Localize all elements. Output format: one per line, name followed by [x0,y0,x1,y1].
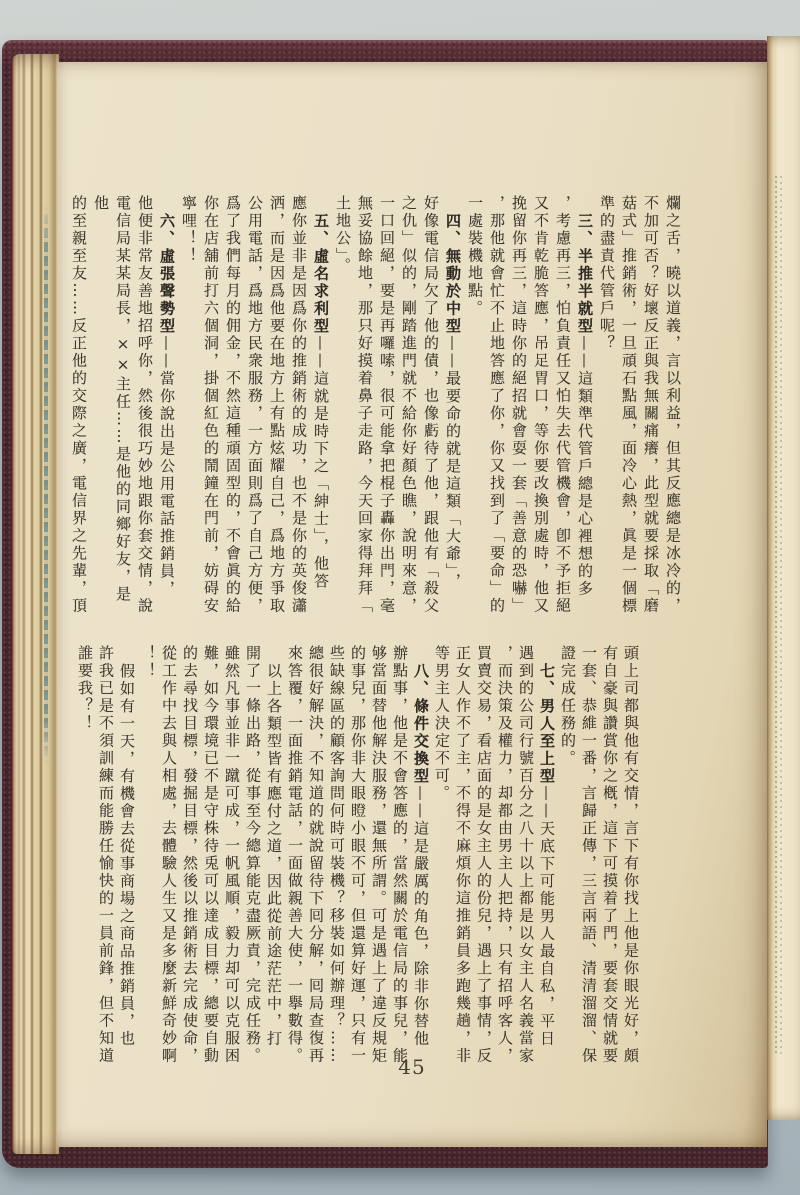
text-band-bottom [74,645,641,1066]
text-band-top [68,195,684,619]
text-column: 等男主人決定不可。 [433,645,451,803]
text-column: 六、虛張聲勢型——當你說出是公用電話推銷員， [158,212,176,598]
text-column: 總很好解決，不知道的就說留待下囘分解，囘局查復再 [307,645,325,1065]
text-column: 好像電信局欠了他的債，也像虧待了他，跟他有「殺父 [422,195,440,615]
text-column: ，而決策及權力，却都由男主人把持，只有招呼客人， [496,645,514,1065]
page-stack-fore-edge [12,54,59,1154]
text-column: 寧哩！！ [180,195,198,265]
text-column: 三、半推半就型——這類準代管戶總是心裡想的多 [576,212,594,598]
text-column: 七、男人至上型——天底下可能男人最自私，平日 [538,662,556,1048]
text-column: 來答覆，一面推銷電話，一面做親善大使，一擧數得。 [286,645,304,1065]
text-column: 爛之舌，曉以道義，言以利益，但其反應總是冰冷的， [664,195,682,615]
text-column: 開了一條出路，從事至今總算能克盡厥責，完成任務。 [244,645,262,1065]
text-column: 辦點事，他是不會答應的，當然關於電信局的事兒，能 [391,645,409,1065]
text-column: ！！ [139,645,157,680]
text-column: 電信局某某局長，××主任……是他的同鄉好友，是他 [92,195,132,604]
text-column: 無妥協餘地，那只好摸着鼻子走路，今天回家得拜拜「 [356,195,374,615]
text-column: 一套、恭維一番，言歸正傳，三言兩語、清清溜溜、保 [580,645,598,1065]
text-column: 洒，而是因爲他要在地方上有點炫耀自己，爲地方爭取 [268,195,286,615]
text-column: 以上各類型皆有應付之道，因此從前途茫茫中，打 [265,662,283,1048]
text-column: 誰要我？！ [76,645,94,733]
text-column: 遇到的公司行號百分之八十以上都是以女主人名義當家 [517,645,535,1065]
text-column: 證完成任務的。 [559,645,577,768]
text-column: 的去尋找目標，發掘目標，然後以推銷術去完成使命， [181,645,199,1065]
text-column: 四、無動於中型——最要命的就是這類「大爺」， [444,212,462,590]
text-column: 你在店舖前打六個洞，掛個紅色的鬧鐘在門前，妨碍安 [202,195,220,615]
text-column: 從工作中去與人相處，去體驗人生又是多麼新鮮奇妙啊 [160,645,178,1065]
text-column: 之仇」似的，剛踏進門就不給你好顏色瞧，說明來意， [400,195,418,615]
adjacent-page-microtext [775,176,784,1056]
text-column: 一處裝機地點。 [466,195,484,318]
book-page [57,62,767,1147]
text-column: 頭上司都與他有交情，言下有你找上他是你眼光好，頗 [622,645,640,1065]
text-column: 有自豪與讚賞你之槪，這下可摸着了門，要套交情就要 [601,645,619,1065]
text-column: 些缺線區的顧客詢問何時可裝機？移裝如何辦理？…… [328,645,346,1065]
text-column: 八、條件交換型——這是嚴厲的角色，除非你替他 [412,662,430,1048]
text-column: 難，如今環境已不是守株待兎可以達成目標，總要自動 [202,645,220,1065]
text-column: 公用電話，爲地方民衆服務，一方面則爲了自己方便， [246,195,264,615]
text-column: 挽留你再三，這時你的絕招就會耍一套「善意的恐嚇」 [510,195,528,615]
text-column: 正女人作不了主，不得不麻煩你這推銷員多跑幾趟，非 [454,645,472,1065]
text-column: ，考慮再三，怕負責任又怕失去代管機會，卽不予拒絕 [554,195,572,615]
text-column: 買賣交易，看店面的是女主人的份兒，遇上了事情，反 [475,645,493,1065]
text-column: 不加可否？好壞反正與我無關痛癢，此型就要採取「磨 [642,195,660,615]
text-column: 假如有一天，有機會去從事商場之商品推銷員，也 [118,662,136,1048]
text-column: 菇式」推銷術，一旦頑石點風，面冷心熱，眞是一個標 [620,195,638,615]
text-column: ，那他就會忙不止地答應了你，你又找到了「要命」的 [488,195,506,615]
text-column: 五、虛名求利型——這就是時下之「紳士」，他答 [312,212,330,590]
text-column: 許我已是不須訓練而能勝任愉快的一員前鋒，但不知道 [97,645,115,1065]
text-column: 的事兒，那你非大眼瞪小眼不可，但還算好運，只有一 [349,645,367,1065]
facing-page-curl [767,36,800,1120]
text-column: 他便非常友善地招呼你，然後很巧妙地跟你套交情，說 [136,195,154,615]
text-column: 够當面替他解決服務，還無所謂。可是遇上了違反規矩 [370,645,388,1065]
text-column: 的至親至友……反正他的交際之廣，電信界之先輩，頂 [70,195,88,615]
text-column: 一口回絕，要是再囉嗦，很可能拿把棍子轟你出門，毫 [378,195,396,615]
page-number: 45 [398,1055,426,1079]
text-column: 爲了我們每月的佣金，不然這種頑固型的，不會眞的給 [224,195,242,615]
text-column: 土地公」。 [334,195,352,275]
text-column: 雖然凡事並非一蹴可成，一帆風順，毅力却可以克服困 [223,645,241,1065]
text-column: 應你並非是因爲你的推銷術的成功，也不是你的英俊瀟 [290,195,308,615]
text-column: 又不肯乾脆答應，吊足胃口，等你要改換別處時，他又 [532,195,550,615]
page-edge-tint-strip [44,205,48,765]
text-column: 準的盡責代管戶呢？ [598,195,616,353]
